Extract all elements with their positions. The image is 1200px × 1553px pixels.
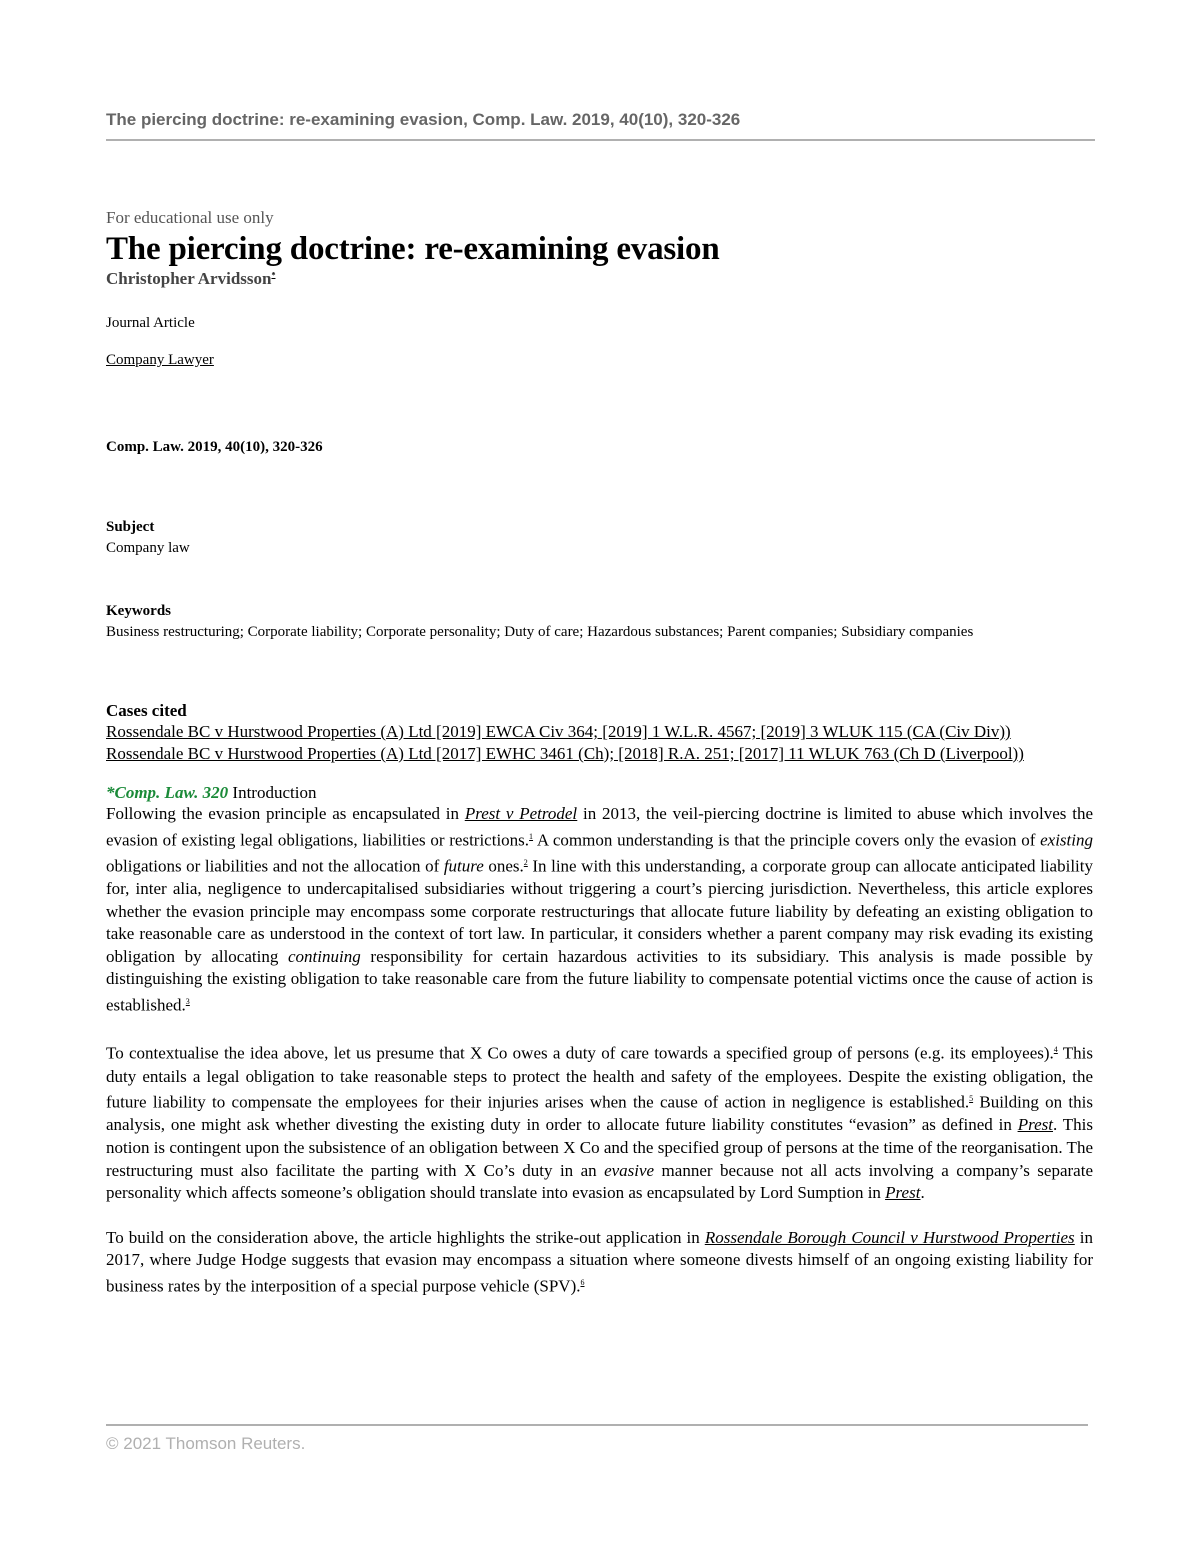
text: responsibility for certain hazardous activities to its subsidiary. This analysis is made possible by distinguishing the existing obligation to take reasonable care from the future liability to compensate potential victims once the cause of action is established. <box>106 946 1094 1015</box>
emphasis: future <box>443 856 484 876</box>
star-page-citation: *Comp. Law. 320 <box>106 783 229 802</box>
educational-notice: For educational use only <box>106 208 274 227</box>
case-link-2[interactable]: Rossendale BC v Hurstwood Properties (A) Ltd [2017] EWHC 3461 (Ch); [2018] R.A. 251; [2017] 11 WLUK 763 (Ch D (Liverpool)) <box>106 744 1024 763</box>
text: To build on the consideration above, the article highlights the strike-out application in <box>106 1227 705 1247</box>
case-name: Prest <box>1017 1115 1053 1135</box>
text: ones. <box>483 856 524 876</box>
footnote-link-6[interactable]: 6 <box>580 1277 585 1287</box>
case-name: Prest <box>885 1183 921 1203</box>
text: To contextualise the idea above, let us presume that X Co owes a duty of care towards a specified group of persons (e.g. its employees). <box>106 1043 1054 1063</box>
paragraph-1 <box>106 803 1093 1017</box>
subject-section <box>106 519 1093 558</box>
keywords-value: Business restructuring; Corporate liability; Corporate personality; Duty of care; Hazardous substances; Parent companies; Subsidiary companies <box>106 624 974 640</box>
introduction-heading <box>106 783 1093 803</box>
document-type: Journal Article <box>106 315 195 331</box>
text: in 2017, where Judge Hodge suggests that evasion may encompass a situation where someone divests himself of an ongoing existing liability for business rates by the interposition of a special purpose vehicle (SPV). <box>106 1227 1093 1296</box>
emphasis: existing <box>1040 830 1093 850</box>
cases-heading: Cases cited <box>106 701 187 720</box>
case-link-prest[interactable] <box>1018 1115 1053 1134</box>
text: In line with this understanding, a corporate group can allocate anticipated liability for, inter alia, negligence to undercapitalised subsidiaries without triggering a court’s piercing jurisdiction. Nevertheless, this article explores whether the evasion principle may encompass some corporate restructurings that allocate future liability by defeating an existing obligation to take reasonable care as understood in the context of tort law. In particular, it considers whether a parent company may risk evading its existing obligation by allocating <box>106 856 1093 966</box>
document-body <box>106 208 1093 1320</box>
footnote-link-2[interactable]: 2 <box>523 857 528 867</box>
keywords-section <box>106 603 1093 642</box>
text: This duty entails a legal obligation to take reasonable steps to protect the health and safety of the employees. Despite the existing obligation, the future liability to compensate the employees for their injuries arises when the cause of action in negligence is established. <box>106 1043 1093 1112</box>
section-heading-text: Introduction <box>232 783 317 802</box>
case-link-prest-2[interactable] <box>885 1183 920 1202</box>
text: . This notion is contingent upon the subsistence of an obligation between X Co and the specified group of persons at the time of the reorganisation. The restructuring must also facilitate the parting with X Co’s duty in an <box>106 1115 1093 1180</box>
running-header: The piercing doctrine: re-examining evasion, Comp. Law. 2019, 40(10), 320-326 <box>106 110 1095 141</box>
footnote-link-1[interactable]: 1 <box>529 831 534 841</box>
subject-value: Company law <box>106 540 190 556</box>
footnote-link-3[interactable]: 3 <box>185 997 190 1007</box>
text: manner because not all acts involving a company’s separate personality which affects someone’s obligation should translate into evasion as encapsulated by Lord Sumption in <box>106 1160 1093 1203</box>
emphasis: evasive <box>604 1160 655 1180</box>
footer-divider <box>106 1424 1088 1426</box>
author-name: Christopher Arvidsson <box>106 269 272 288</box>
text: obligations or liabilities and not the allocation of <box>106 856 444 876</box>
case-name: Rossendale Borough Council v Hurstwood Properties <box>704 1227 1075 1247</box>
text: in 2013, the veil-piercing doctrine is limited to abuse which involves the evasion of existing legal obligations, liabilities or restrictions. <box>106 804 1093 850</box>
emphasis: continuing <box>288 946 361 966</box>
case-link-1[interactable]: Rossendale BC v Hurstwood Properties (A) Ltd [2019] EWCA Civ 364; [2019] 1 W.L.R. 4567; [2019] 3 WLUK 115 (CA (Civ Div)) <box>106 722 1011 741</box>
footnote-link-4[interactable]: 4 <box>1053 1045 1058 1055</box>
text: . <box>920 1183 925 1203</box>
case-name: Prest v Petrodel <box>464 804 578 823</box>
case-link-rossendale[interactable] <box>705 1228 1075 1247</box>
text: Following the evasion principle as encapsulated in <box>106 804 465 823</box>
text: Building on this analysis, one might ask whether divesting the existing duty in order to allocate future liability constitutes “evasion” as defined in <box>106 1092 1093 1135</box>
author-line <box>106 269 1093 289</box>
copyright-footer: © 2021 Thomson Reuters. <box>106 1434 306 1453</box>
paragraph-3 <box>106 1227 1093 1298</box>
footnote-link-5[interactable]: 5 <box>969 1094 974 1104</box>
journal-line <box>106 352 1093 369</box>
keywords-heading: Keywords <box>106 603 171 619</box>
article-title: The piercing doctrine: re-examining evasion <box>106 231 720 267</box>
paragraph-2 <box>106 1039 1093 1204</box>
cases-cited-section <box>106 701 1093 765</box>
author-footnote-link[interactable]: * <box>271 270 276 280</box>
subject-heading: Subject <box>106 519 155 535</box>
citation: Comp. Law. 2019, 40(10), 320-326 <box>106 439 323 455</box>
journal-link[interactable]: Company Lawyer <box>106 352 214 368</box>
text: A common understanding is that the principle covers only the evasion of <box>533 830 1041 850</box>
case-link-prest-petrodel[interactable] <box>465 804 577 823</box>
